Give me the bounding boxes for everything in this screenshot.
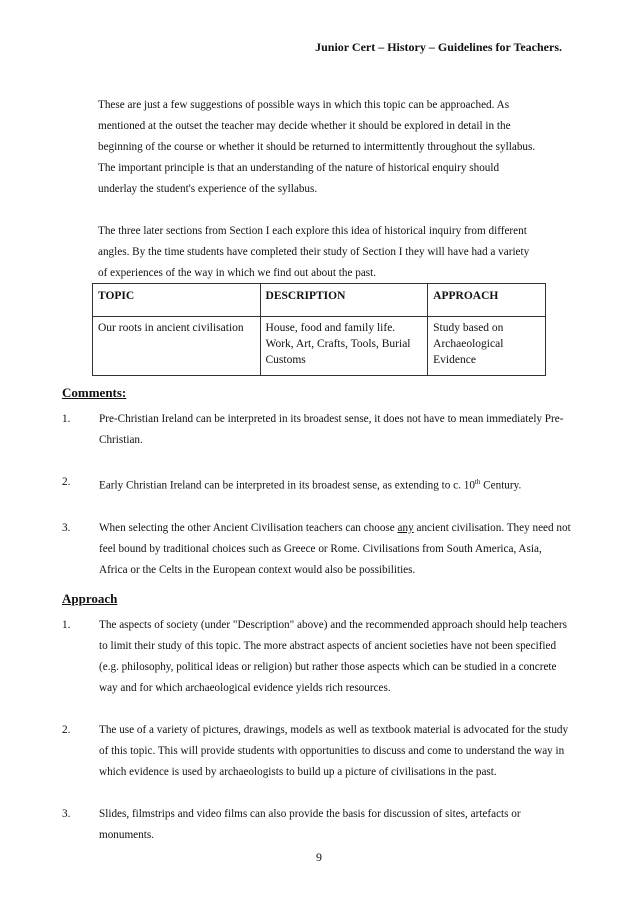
item-text: When selecting the other Ancient Civilisation teachers can choose any ancient civilisation. They need not feel bound by traditional choices such as Greece or Rome. Civilisations from South America, Asia, Africa or the Celts in the European context would also be possibilities. [99, 521, 571, 576]
topic-table [92, 283, 546, 376]
table-header-row [93, 284, 546, 317]
cell-topic: Our roots in ancient civilisation [93, 317, 261, 376]
item-number: 3. [62, 808, 71, 820]
approach-list [62, 615, 572, 846]
item-text: Slides, filmstrips and video films can also provide the basis for discussion of sites, artefacts or monuments. [99, 808, 521, 841]
list-item [62, 409, 572, 451]
approach-heading: Approach [62, 591, 118, 606]
header-topic: TOPIC [93, 284, 261, 317]
cell-approach: Study based on Archaeological Evidence [428, 317, 546, 376]
page-number: 9 [316, 850, 322, 864]
item-text: The aspects of society (under "Description" above) and the recommended approach should help teachers to limit their study of this topic. The more abstract aspects of ancient societies have not been specified (e.g. philosophy, political ideas or religion) but rather those aspects which can be studied in a concrete way and for which archaeological evidence yields rich resources. [99, 619, 567, 694]
comments-list [62, 409, 572, 581]
header-approach: APPROACH [428, 284, 546, 317]
intro-paragraph-1: These are just a few suggestions of possible ways in which this topic can be approached. As mentioned at the outset the teacher may decide whether it should be explored in detail in the beginning of the course or whether it should be returned to intermittently throughout the syllabus. The important principle is that an understanding of the nature of historical enquiry should underlay the student's experience of the syllabus. [98, 99, 536, 195]
intro-section [98, 95, 538, 305]
item-number: 3. [62, 521, 71, 534]
table-row [93, 317, 546, 376]
list-item [62, 518, 572, 581]
item-text: Early Christian Ireland can be interpreted in its broadest sense, as extending to c. 10th Century. [99, 478, 522, 492]
list-item [62, 720, 572, 783]
comments-heading: Comments: [62, 385, 127, 400]
header-description: DESCRIPTION [260, 284, 428, 317]
item-text: The use of a variety of pictures, drawings, models as well as textbook material is advocated for the study of this topic. This will provide students with opportunities to discuss and come to understand the way in which evidence is used by archaeologists to build up a picture of civilisations in the past. [99, 724, 569, 778]
item-number: 2. [62, 476, 71, 488]
item-number: 1. [62, 619, 71, 631]
page-header: Junior Cert – History – Guidelines for Teachers. [315, 40, 562, 54]
cell-description: House, food and family life. Work, Art, Crafts, Tools, Burial Customs [260, 317, 428, 376]
item-text: Pre-Christian Ireland can be interpreted in its broadest sense, it does not have to mean immediately Pre-Christian. [99, 413, 564, 446]
list-item [62, 804, 572, 846]
intro-paragraph-2: The three later sections from Section I each explore this idea of historical inquiry from different angles. By the time students have completed their study of Section I they will have had a variety of experiences of the way in which we find out about the past. [98, 225, 530, 279]
item-number: 2. [62, 724, 71, 736]
list-item [62, 472, 572, 497]
item-number: 1. [62, 413, 71, 425]
list-item [62, 615, 572, 699]
